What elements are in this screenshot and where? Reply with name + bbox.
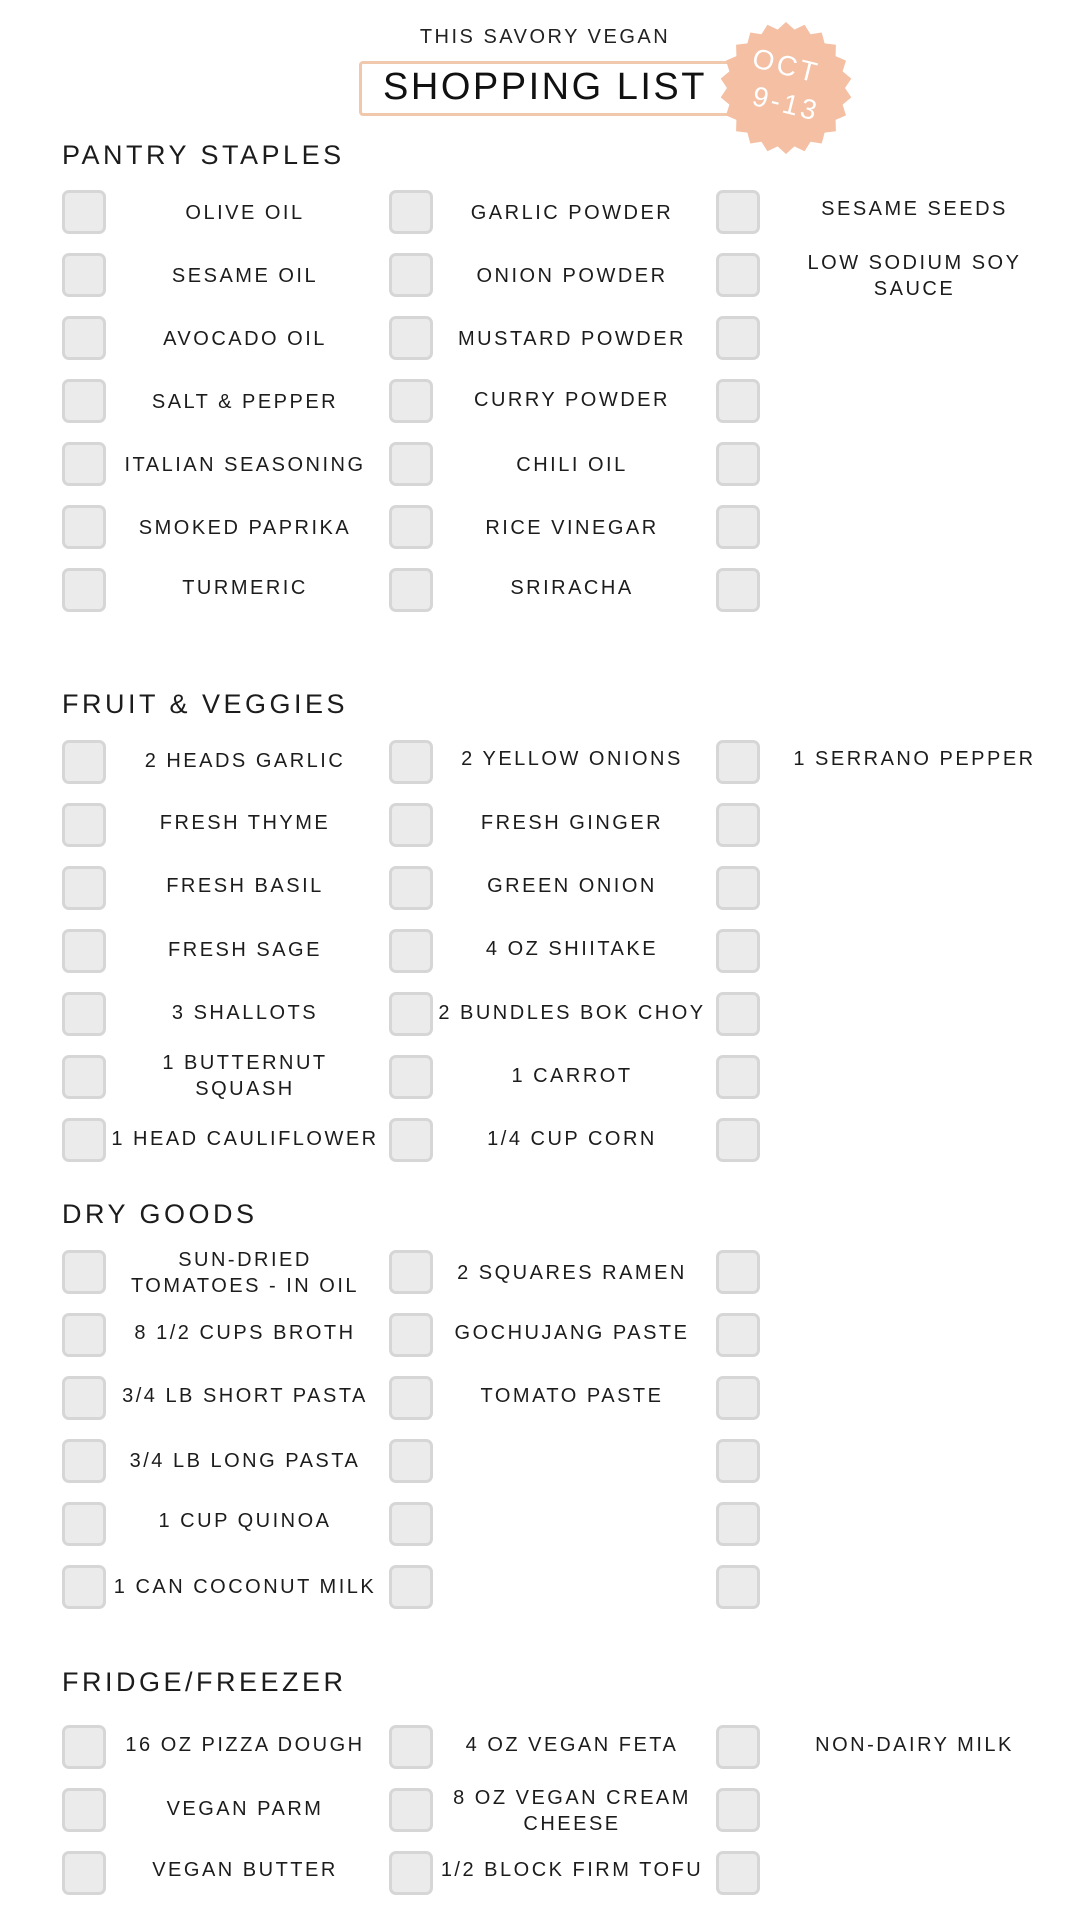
item-label: SESAME OIL (171, 265, 319, 287)
checkbox[interactable] (716, 1439, 760, 1483)
checkbox[interactable] (716, 379, 760, 423)
item-label: GARLIC POWDER (470, 202, 674, 224)
item-label: FRESH BASIL (166, 875, 324, 897)
item-label: SUN-DRIED TOMATOES - IN OIL (130, 1249, 360, 1297)
checkbox[interactable] (389, 803, 433, 847)
item-label: FRESH GINGER (480, 812, 664, 834)
section-title-dry-goods: DRY GOODS (62, 1199, 258, 1229)
checkbox[interactable] (389, 866, 433, 910)
checkbox[interactable] (62, 1313, 106, 1357)
checkbox[interactable] (389, 1055, 433, 1099)
checkbox[interactable] (389, 1313, 433, 1357)
item-label: TOMATO PASTE (480, 1385, 664, 1407)
item-label: FRESH SAGE (168, 939, 322, 961)
checkbox[interactable] (716, 316, 760, 360)
checkbox[interactable] (716, 1118, 760, 1162)
checkbox[interactable] (716, 803, 760, 847)
item-label: SMOKED PAPRIKA (138, 517, 352, 539)
item-label: CHILI OIL (516, 454, 628, 476)
checkbox[interactable] (62, 1118, 106, 1162)
item-label: 1/2 BLOCK FIRM TOFU (440, 1859, 704, 1881)
item-label: 4 OZ VEGAN FETA (465, 1734, 679, 1756)
checkbox[interactable] (62, 1502, 106, 1546)
checkbox[interactable] (62, 992, 106, 1036)
item-label: GOCHUJANG PASTE (454, 1322, 690, 1344)
item-label: 2 SQUARES RAMEN (457, 1262, 687, 1284)
item-label: 1 BUTTERNUT SQUASH (162, 1052, 328, 1100)
checkbox[interactable] (62, 1439, 106, 1483)
checkbox[interactable] (716, 442, 760, 486)
checkbox[interactable] (389, 1565, 433, 1609)
item-label: 3/4 LB SHORT PASTA (122, 1385, 368, 1407)
checkbox[interactable] (716, 1502, 760, 1546)
item-label: MUSTARD POWDER (458, 328, 686, 350)
checkbox[interactable] (62, 1565, 106, 1609)
checkbox[interactable] (716, 190, 760, 234)
section-title-fruit-veggies: FRUIT & VEGGIES (62, 689, 349, 719)
checkbox[interactable] (716, 992, 760, 1036)
checkbox[interactable] (716, 929, 760, 973)
section-title-pantry-staples: PANTRY STAPLES (62, 140, 345, 170)
item-label: NON-DAIRY MILK (815, 1734, 1014, 1756)
checkbox[interactable] (716, 1565, 760, 1609)
checkbox[interactable] (389, 1851, 433, 1895)
checkbox[interactable] (389, 442, 433, 486)
badge-month: OCT (749, 42, 823, 89)
checkbox[interactable] (716, 740, 760, 784)
checkbox[interactable] (716, 1250, 760, 1294)
item-label: RICE VINEGAR (485, 517, 659, 539)
item-label: VEGAN PARM (166, 1798, 324, 1820)
checkbox[interactable] (62, 316, 106, 360)
checkbox[interactable] (62, 190, 106, 234)
checkbox[interactable] (716, 253, 760, 297)
item-label: GREEN ONION (487, 875, 657, 897)
page-title: SHOPPING LIST (383, 66, 707, 108)
item-label: SRIRACHA (510, 577, 634, 599)
checkbox[interactable] (389, 190, 433, 234)
checkbox[interactable] (389, 1250, 433, 1294)
item-label: ONION POWDER (476, 265, 668, 287)
checkbox[interactable] (389, 1376, 433, 1420)
checkbox[interactable] (389, 1439, 433, 1483)
item-label: 1 CAN COCONUT MILK (113, 1576, 377, 1598)
checkbox[interactable] (716, 1313, 760, 1357)
checkbox[interactable] (62, 505, 106, 549)
checkbox[interactable] (389, 740, 433, 784)
badge-days: 9-13 (749, 80, 823, 127)
checkbox[interactable] (716, 568, 760, 612)
date-badge (718, 16, 854, 160)
checkbox[interactable] (389, 379, 433, 423)
checkbox[interactable] (716, 1851, 760, 1895)
item-label: 1/4 CUP CORN (487, 1128, 657, 1150)
checkbox[interactable] (716, 1376, 760, 1420)
item-label: OLIVE OIL (185, 202, 305, 224)
checkbox[interactable] (62, 568, 106, 612)
item-label: FRESH THYME (159, 812, 331, 834)
item-label: 1 HEAD CAULIFLOWER (111, 1128, 379, 1150)
item-label: VEGAN BUTTER (152, 1859, 338, 1881)
checkbox[interactable] (389, 253, 433, 297)
item-label: 2 BUNDLES BOK CHOY (438, 1002, 706, 1024)
checkbox[interactable] (62, 379, 106, 423)
checkbox[interactable] (62, 253, 106, 297)
checkbox[interactable] (389, 1502, 433, 1546)
item-label: 1 CARROT (511, 1065, 633, 1087)
checkbox[interactable] (389, 1788, 433, 1832)
checkbox[interactable] (716, 1788, 760, 1832)
item-label: 3/4 LB LONG PASTA (129, 1450, 361, 1472)
checkbox[interactable] (62, 1725, 106, 1769)
checkbox[interactable] (716, 866, 760, 910)
checkbox[interactable] (716, 1725, 760, 1769)
checkbox[interactable] (389, 505, 433, 549)
item-label: 4 OZ SHIITAKE (485, 938, 659, 960)
item-label: 16 OZ PIZZA DOUGH (125, 1734, 365, 1756)
checkbox[interactable] (389, 929, 433, 973)
checkbox[interactable] (62, 740, 106, 784)
checkbox[interactable] (389, 1118, 433, 1162)
checkbox[interactable] (389, 992, 433, 1036)
checkbox[interactable] (389, 316, 433, 360)
item-label: 8 OZ VEGAN CREAM CHEESE (453, 1787, 691, 1835)
item-label: 1 CUP QUINOA (158, 1510, 332, 1532)
item-label: SESAME SEEDS (821, 198, 1008, 220)
checkbox[interactable] (716, 505, 760, 549)
checkbox[interactable] (62, 442, 106, 486)
item-label: LOW SODIUM SOY SAUCE (807, 252, 1022, 300)
item-label: AVOCADO OIL (163, 328, 327, 350)
item-label: 2 HEADS GARLIC (144, 750, 346, 772)
item-label: 3 SHALLOTS (171, 1002, 319, 1024)
item-label: 8 1/2 CUPS BROTH (134, 1322, 356, 1344)
checkbox[interactable] (389, 568, 433, 612)
checkbox[interactable] (716, 1055, 760, 1099)
section-title-fridge-freezer: FRIDGE/FREEZER (62, 1667, 347, 1697)
list-header (0, 0, 1080, 150)
item-label: 1 SERRANO PEPPER (793, 748, 1036, 770)
item-label: 2 YELLOW ONIONS (461, 748, 683, 770)
item-label: TURMERIC (182, 577, 308, 599)
checkbox[interactable] (62, 803, 106, 847)
brand-name: THIS SAVORY VEGAN (419, 26, 671, 48)
item-label: SALT & PEPPER (151, 391, 339, 413)
checkbox[interactable] (62, 1851, 106, 1895)
checkbox[interactable] (389, 1725, 433, 1769)
checkbox[interactable] (62, 1376, 106, 1420)
checkbox[interactable] (62, 1250, 106, 1294)
checkbox[interactable] (62, 866, 106, 910)
item-label: CURRY POWDER (474, 389, 670, 411)
checkbox[interactable] (62, 929, 106, 973)
checkbox[interactable] (62, 1788, 106, 1832)
checkbox[interactable] (62, 1055, 106, 1099)
item-label: ITALIAN SEASONING (124, 454, 366, 476)
